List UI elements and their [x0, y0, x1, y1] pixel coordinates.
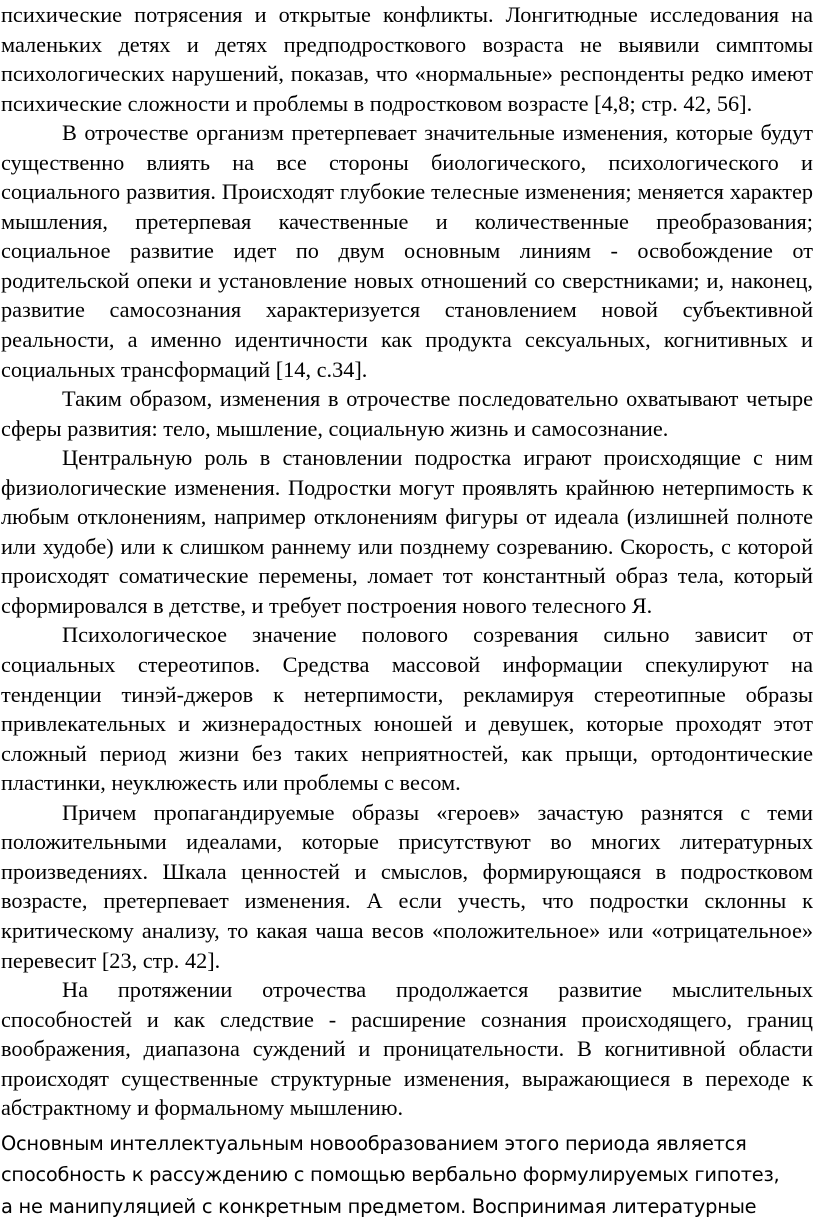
sans-line-3: а не манипуляцией с конкретным предметом. Воспринимая литературные	[1, 1194, 757, 1218]
paragraph-4: Центральную роль в становлении подростка играют происходящие с ним физиологические изменения. Подростки могут проявлять крайнюю нетерпимость к любым отклонениям, например отклонениям фигуры от идеала (излишней полноте или худобе) или к слишком раннему или позднему созреванию. Скорость, с которой происходят соматические перемены, ломает тот константный образ тела, который сформировался в детстве, и требует построения нового телесного Я.	[1, 445, 813, 618]
paragraph-1: психические потрясения и открытые конфликты. Лонгитюдные исследования на маленьких детях и детях предподросткового возраста не выявили симптомы психологических нарушений, показав, что «нормальные» респонденты редко имеют психические сложности и проблемы в подростковом возрасте [4,8; стр. 42, 56].	[1, 2, 813, 116]
paragraph-2: В отрочестве организм претерпевает значительные изменения, которые будут существенно влиять на все стороны биологического, психологического и социального развития. Происходят глубокие телесные изменения; меняется характер мышления, претерпевая качественные и количественные преобразования; социальное развитие идет по двум основным линиям - освобождение от родительской опеки и установление новых отношений со сверстниками; и, наконец, развитие самосознания характеризуется становлением новой субъективной реальности, а именно идентичности как продукта сексуальных, когнитивных и социальных трансформаций [14, с.34].	[1, 120, 813, 382]
paragraph-7: На протяжении отрочества продолжается развитие мыслительных способностей и как следствие - расширение сознания происходящего, границ воображения, диапазона суждений и проницательности. В когнитивной области происходят существенные структурные изменения, выражающиеся в переходе к абстрактному и формальному мышлению.	[1, 977, 813, 1121]
sans-line-1: Основным интеллектуальным новообразованием этого периода является	[1, 1132, 747, 1155]
sans-line-2: способность к рассуждению с помощью вербально формулируемых гипотез,	[1, 1163, 780, 1187]
document-body	[1, 0, 813, 1123]
sans-paragraph	[1, 1128, 813, 1222]
paragraph-5: Психологическое значение полового созревания сильно зависит от социальных стереотипов. Средства массовой информации спекулируют на тенденции тинэй-джеров к нетерпимости, рекламируя стереотипные образы привлекательных и жизнерадостных юношей и девушек, которые проходят этот сложный период жизни без таких неприятностей, как прыщи, ортодонтические пластинки, неуклюжесть или проблемы с весом.	[1, 622, 813, 796]
paragraph-6: Причем пропагандируемые образы «героев» зачастую разнятся с теми положительными идеалами, которые присутствуют во многих литературных произведениях. Шкала ценностей и смыслов, формирующаяся в подростковом возрасте, претерпевает изменения. А если учесть, что подростки склонны к критическому анализу, то какая чаша весов «положительное» или «отрицательное» перевесит [23, стр. 42].	[1, 799, 813, 973]
paragraph-3: Таким образом, изменения в отрочестве последовательно охватывают четыре сферы развития: тело, мышление, социальную жизнь и самосознание.	[1, 386, 813, 441]
